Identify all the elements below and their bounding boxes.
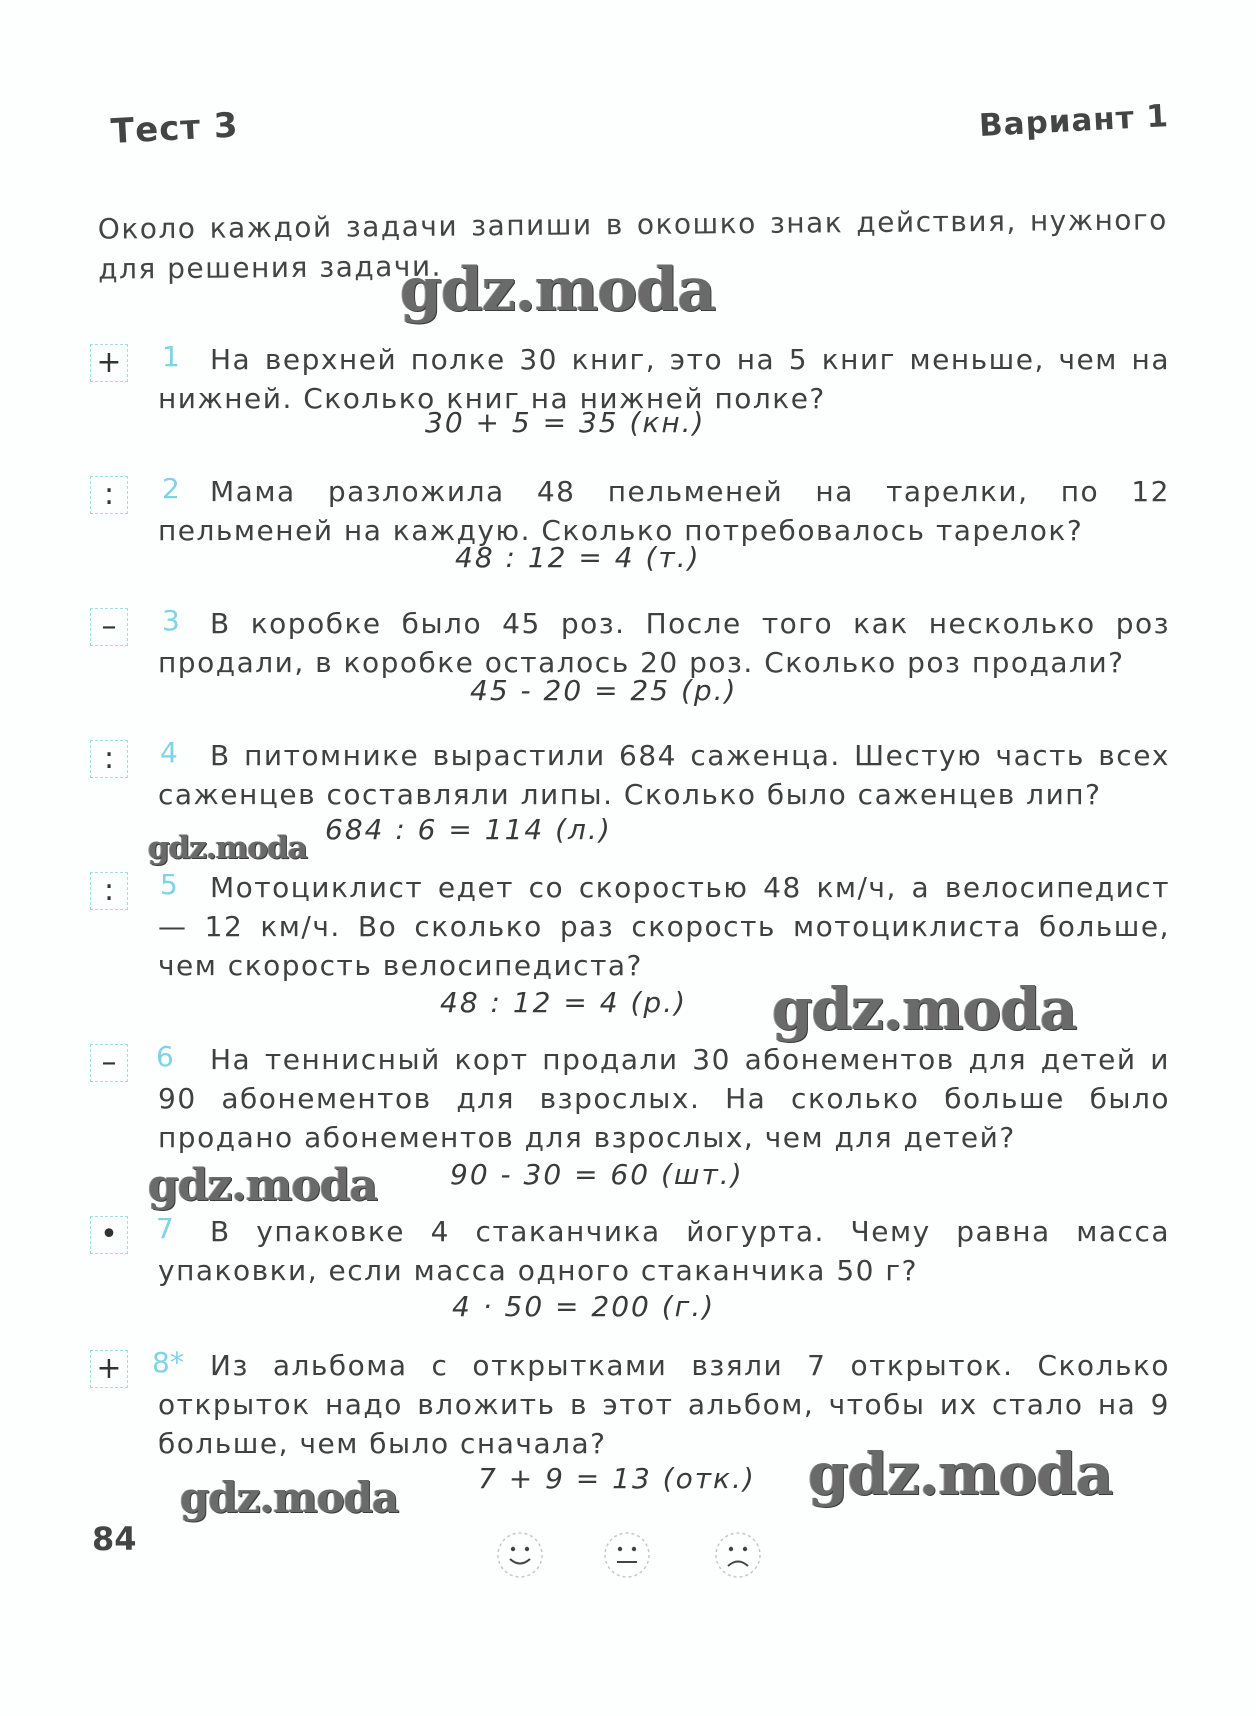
task-number: 3 (162, 604, 180, 637)
page-number: 84 (92, 1520, 137, 1558)
watermark: gdz.moda (148, 1160, 378, 1211)
handwritten-answer: 48 : 12 = 4 (р.) (440, 986, 687, 1019)
sign-input-box[interactable]: – (90, 608, 128, 646)
watermark: gdz.moda (772, 975, 1077, 1043)
neutral-face-icon[interactable] (602, 1530, 652, 1580)
task-text: В коробке было 45 роз. После того как несколько роз продали, в коробке осталось 20 роз. Сколько роз продали? (158, 607, 1170, 679)
watermark: gdz.moda (180, 1473, 399, 1522)
task-text: В упаковке 4 стаканчика йогурта. Чему равна масса упаковки, если масса одного стаканчика 50 г? (158, 1215, 1170, 1287)
task-text: Мама разложила 48 пельменей на тарелки, по 12 пельменей на каждую. Сколько потребовалось тарелок? (158, 475, 1170, 547)
task-text: Мотоциклист едет со скоростью 48 км/ч, а велосипедист — 12 км/ч. Во сколько раз скорость мотоциклиста больше, чем скорость велосипедиста? (158, 871, 1170, 982)
task-number: 2 (162, 472, 180, 505)
task-text: В питомнике вырастили 684 саженца. Шестую часть всех саженцев составляли липы. Сколько было саженцев лип? (158, 739, 1170, 811)
handwritten-answer: 48 : 12 = 4 (т.) (455, 541, 701, 574)
task-number: 4 (160, 736, 178, 769)
handwritten-answer: 4 · 50 = 200 (г.) (452, 1290, 716, 1323)
sad-face-icon[interactable] (713, 1530, 763, 1580)
handwritten-answer: 90 - 30 = 60 (шт.) (450, 1158, 744, 1191)
task-text: На теннисный корт продали 30 абонементов для детей и 90 абонементов для взрослых. На сколько больше было продано абонементов для взрослых, чем для детей? (158, 1043, 1170, 1154)
sign-input-box[interactable]: + (90, 344, 128, 382)
sign-input-box[interactable]: + (90, 1350, 128, 1388)
instruction-text: Около каждой задачи запиши в окошко знак действия, нужного для решения задачи. (97, 203, 1168, 286)
task-text: На верхней полке 30 книг, это на 5 книг меньше, чем на нижней. Сколько книг на нижней полке? (158, 343, 1170, 415)
variant-label: Вариант 1 (978, 98, 1170, 144)
task-number: 5 (160, 868, 178, 901)
sign-input-box[interactable]: : (90, 476, 128, 514)
sign-input-box[interactable]: – (90, 1044, 128, 1082)
sign-input-box[interactable]: : (90, 740, 128, 778)
task-text: Из альбома с открытками взяли 7 открыток. Сколько открыток надо вложить в этот альбом, чтобы их стало на 9 больше, чем было сначала? (158, 1349, 1170, 1460)
watermark: gdz.moda (148, 830, 307, 866)
watermark: gdz.moda (808, 1440, 1113, 1508)
task-number: 6 (156, 1040, 174, 1073)
task-number: 7 (156, 1212, 174, 1245)
task-number: 8* (152, 1346, 184, 1379)
test-title: Тест 3 (109, 105, 240, 152)
smile-face-icon[interactable] (495, 1530, 545, 1580)
sign-input-box[interactable]: • (90, 1216, 128, 1254)
handwritten-answer: 30 + 5 = 35 (кн.) (425, 406, 706, 439)
handwritten-answer: 684 : 6 = 114 (л.) (325, 813, 612, 846)
handwritten-answer: 7 + 9 = 13 (отк.) (478, 1462, 756, 1495)
watermark: gdz.moda (400, 255, 716, 325)
task-number: 1 (162, 340, 180, 373)
handwritten-answer: 45 - 20 = 25 (р.) (470, 674, 738, 707)
sign-input-box[interactable]: : (90, 872, 128, 910)
